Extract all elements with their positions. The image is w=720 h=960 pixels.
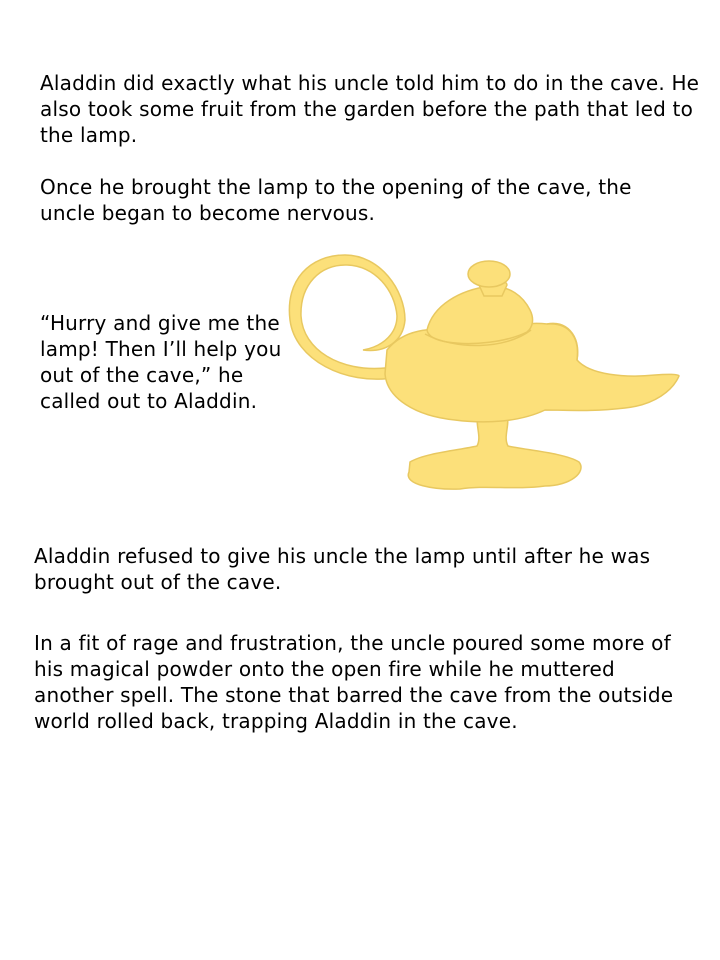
- lamp-body: [385, 323, 679, 422]
- story-paragraph-5: In a fit of rage and frustration, the uncle poured some more of his magical powder onto the open fire while he muttered another spell. The stone that barred the cave from the outside world rolled back, trapping Aladdin in the cave.: [34, 631, 674, 733]
- lamp-lid: [427, 286, 533, 344]
- lamp-base: [408, 416, 581, 489]
- story-paragraph-4: Aladdin refused to give his uncle the lamp until after he was brought out of the cave.: [34, 544, 651, 594]
- story-paragraph-2: Once he brought the lamp to the opening of the cave, the uncle began to become nervous.: [40, 175, 632, 225]
- story-paragraph-1: Aladdin did exactly what his uncle told him to do in the cave. He also took some fruit from the garden before the path that led to the lamp.: [40, 71, 700, 147]
- lamp-knob: [468, 261, 510, 287]
- magic-lamp-icon: [285, 250, 685, 495]
- uncle-quote: “Hurry and give me the lamp! Then I’ll help you out of the cave,” he called out to Aladdin.: [40, 311, 282, 413]
